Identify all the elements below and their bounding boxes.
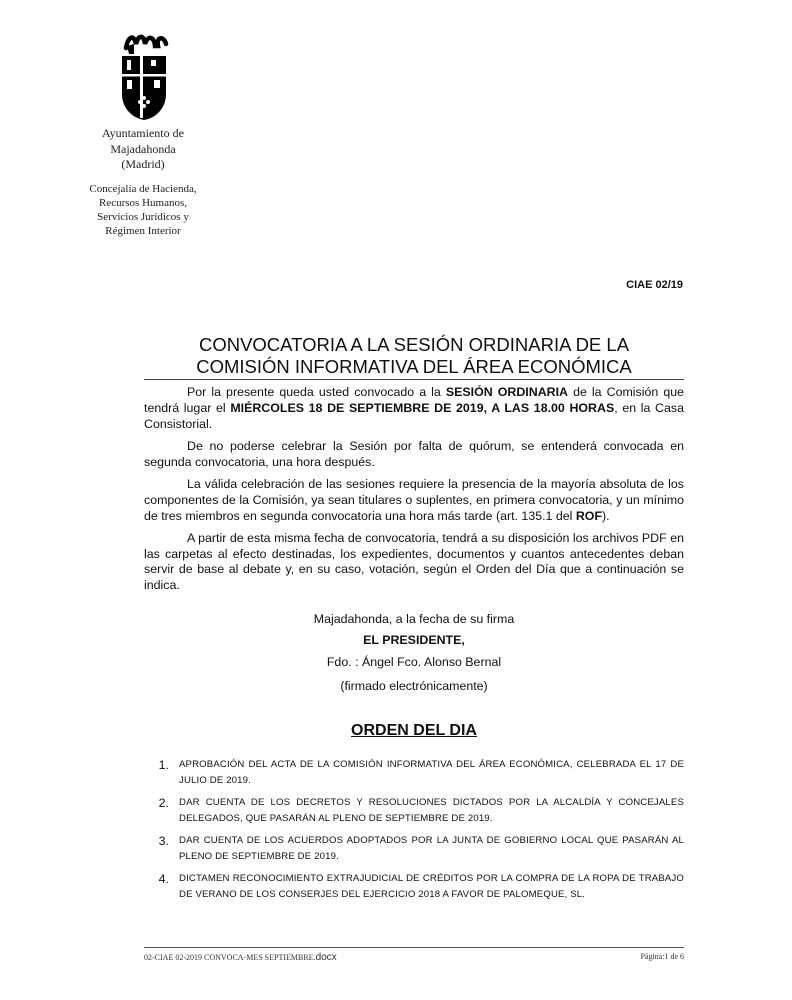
place-date: Majadahonda, a la fecha de su firma bbox=[313, 612, 515, 626]
signature-note: (firmado electrónicamente) bbox=[340, 679, 488, 693]
signer-name: Fdo. : Ángel Fco. Alonso Bernal bbox=[326, 655, 502, 669]
p1-session-type: SESIÓN ORDINARIA bbox=[445, 385, 568, 399]
dept-line-2: Recursos Humanos, bbox=[99, 196, 187, 209]
agenda-item-number: 4. bbox=[158, 872, 169, 886]
organization-block bbox=[80, 126, 206, 238]
agenda-item-number: 1. bbox=[158, 758, 169, 772]
org-line-3: (Madrid) bbox=[121, 157, 165, 171]
footer-filename-extension: docx bbox=[315, 952, 337, 963]
agenda-item bbox=[144, 795, 684, 827]
title-divider bbox=[144, 379, 684, 380]
paragraph-3 bbox=[144, 477, 684, 524]
org-line-2: Majadahonda bbox=[110, 141, 176, 156]
agenda-item bbox=[144, 871, 684, 903]
p1-text-e: , en la Casa Consistorial. bbox=[144, 400, 684, 431]
org-line-1: Ayuntamiento de bbox=[102, 126, 184, 140]
document-reference: CIAE 02/19 bbox=[626, 279, 683, 291]
agenda-list bbox=[144, 757, 684, 909]
agenda-item-text: APROBACIÓN DEL ACTA DE LA COMISIÓN INFORMATIVA DEL ÁREA ECONÓMICA, CELEBRADA EL 17 DE JULIO DE 2019. bbox=[179, 759, 684, 786]
coat-of-arms-logo bbox=[118, 32, 170, 122]
signature-block bbox=[144, 612, 684, 694]
paragraph-4: A partir de esta misma fecha de convocatoria, tendrá a su disposición los archivos PDF en las carpetas al efecto destinadas, los expedientes, documentos y cuantos antecedentes deban servir de base al debate y, en su caso, votación, según el Orden del Día que a continuación se indica. bbox=[144, 530, 684, 593]
agenda-item-text: DAR CUENTA DE LOS DECRETOS Y RESOLUCIONES DICTADOS POR LA ALCALDÍA Y CONCEJALES DELEGADOS, QUE PASARÁN AL PLENO DE SEPTIEMBRE DE 2019. bbox=[179, 797, 684, 824]
dept-line-4: Régimen Interior bbox=[105, 224, 181, 237]
agenda-item bbox=[144, 757, 684, 789]
agenda-item-number: 2. bbox=[158, 796, 169, 810]
paragraph-2: De no poderse celebrar la Sesión por falta de quórum, se entenderá convocada en segunda convocatoria, una hora después. bbox=[144, 438, 684, 469]
agenda-item bbox=[144, 833, 684, 865]
title-line-1: CONVOCATORIA A LA SESIÓN ORDINARIA DE LA bbox=[198, 334, 630, 355]
footer-divider bbox=[144, 947, 684, 948]
paragraph-1 bbox=[144, 385, 684, 432]
p3-text-c: ). bbox=[602, 508, 610, 523]
p1-text-a: Por la presente queda usted convocado a la bbox=[187, 385, 446, 399]
p1-date-time: MIÉRCOLES 18 DE SEPTIEMBRE DE 2019, A LAS 18.00 HORAS bbox=[230, 400, 615, 415]
signer-role: EL PRESIDENTE, bbox=[363, 633, 465, 647]
agenda-heading: ORDEN DEL DIA bbox=[351, 722, 477, 739]
document-title bbox=[144, 334, 684, 378]
footer-filename bbox=[144, 952, 337, 963]
body-text bbox=[144, 385, 684, 601]
dept-line-1: Concejalía de Hacienda, bbox=[89, 182, 197, 195]
p3-rof: ROF bbox=[575, 508, 603, 523]
department-block bbox=[80, 182, 206, 238]
agenda-item-text: DAR CUENTA DE LOS ACUERDOS ADOPTADOS POR LA JUNTA DE GOBIERNO LOCAL QUE PASARÁN AL PLENO DE SEPTIEMBRE DE 2019. bbox=[179, 835, 684, 862]
footer-page-number: Página:1 de 6 bbox=[640, 952, 684, 961]
footer-filename-base: 02-CIAE 02-2019 CONVOCA-MES SEPTIEMBRE. bbox=[144, 953, 316, 962]
p1-text-c: de la Comisión que tendrá lugar el bbox=[144, 385, 684, 415]
agenda-item-text: DICTAMEN RECONOCIMIENTO EXTRAJUDICIAL DE CRÉDITOS POR LA COMPRA DE LA ROPA DE TRABAJO DE VERANO DE LOS CONSERJES DEL EJERCICIO 2018 A FAVOR DE PALOMEQUE, SL. bbox=[179, 873, 684, 900]
agenda-item-number: 3. bbox=[158, 834, 169, 848]
dept-line-3: Servicios Jurídicos y bbox=[97, 210, 189, 223]
title-line-2: COMISIÓN INFORMATIVA DEL ÁREA ECONÓMICA bbox=[196, 356, 632, 377]
p3-text-a: La válida celebración de las sesiones requiere la presencia de la mayoría absoluta de los componentes de la Comisión, ya sean titulares o suplentes, en primera convocatoria, y un mínimo de tres miembros en segunda convocatoria una hora más tarde (art. 135.1 del bbox=[144, 476, 684, 523]
